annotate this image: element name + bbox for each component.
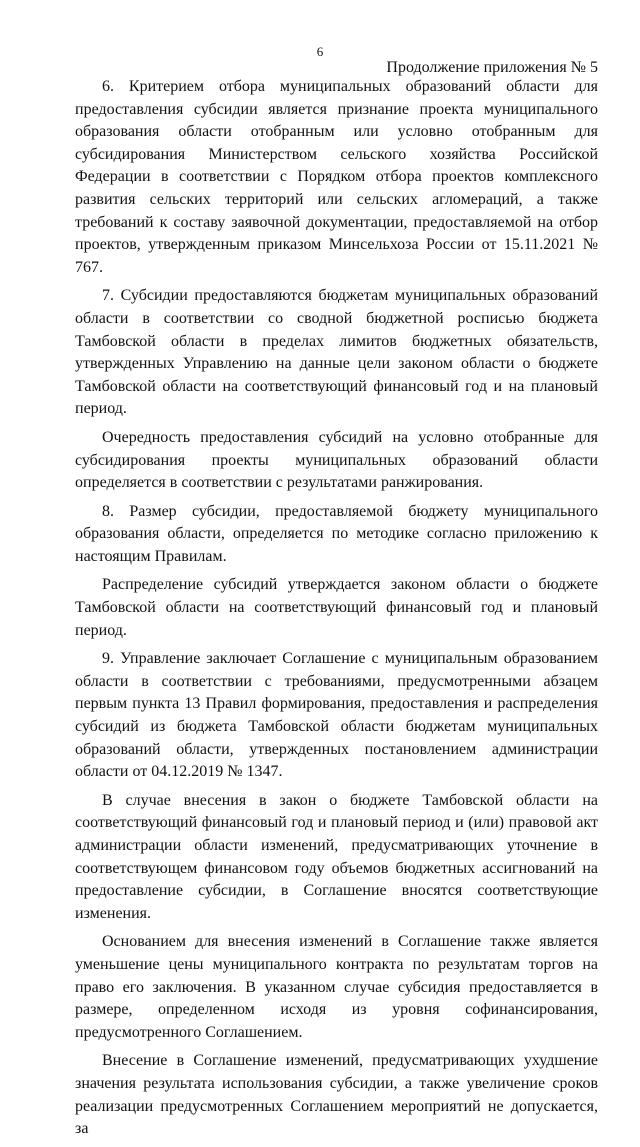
paragraph: 7. Субсидии предоставляются бюджетам муниципальных образований области в соответствии со сводной бюджетной росписью бюджета Тамбовской области в пределах лимитов бюджетных обязательств, утвержденных Управлению на данные цели законом области о бюджете Тамбовской области на соответствующий финансовый год и на плановый период. [75, 287, 598, 418]
page-number: 6 [316, 44, 324, 59]
paragraph: Очередность предоставления субсидий на условно отобранные для субсидирования проекты муниципальных образований области определяется в соответствии с результатами ранжирования. [75, 428, 598, 492]
appendix-continuation-label: Продолжение приложения № 5 [386, 59, 598, 76]
paragraph: 8. Размер субсидии, предоставляемой бюджету муниципального образования области, определяется по методике согласно приложению к настоящим Правилам. [75, 502, 598, 565]
paragraph: 9. Управление заключает Соглашение с муниципальным образованием области в соответствии с требованиями, предусмотренными абзацем первым пункта 13 Правил формирования, предоставления и распределения субсидий из бюджета Тамбовской области бюджетам муниципальных образований области, утвержденных постановлением администрации области от 04.12.2019 № 1347. [75, 650, 598, 781]
document-body [75, 76, 598, 1147]
paragraph: В случае внесения в закон о бюджете Тамбовской области на соответствующий финансовый год и плановый период и (или) правовой акт администрации области изменений, предусматривающих уточнение в соответствующем финансовом году объемов бюджетных ассигнований на предоставление субсидии, в Соглашение вносятся соответствующие изменения. [75, 791, 598, 922]
paragraph: Распределение субсидий утверждается законом области о бюджете Тамбовской области на соответствующий финансовый год и плановый период. [75, 576, 598, 639]
paragraph: Внесение в Соглашение изменений, предусматривающих ухудшение значения результата использования субсидии, а также увеличение сроков реализации предусмотренных Соглашением мероприятий не допускается, за [75, 1052, 598, 1138]
paragraph: 6. Критерием отбора муниципальных образований области для предоставления субсидии является признание проекта муниципального образования области отобранным или условно отобранным для субсидирования Министерством сельского хозяйства Российской Федерации в соответствии с Порядком отбора проектов комплексного развития сельских территорий или сельских агломераций, а также требований к составу заявочной документации, предоставляемой на отбор проектов, утвержденным приказом Минсельхоза России от 15.11.2021 № 767. [75, 78, 598, 276]
paragraph: Основанием для внесения изменений в Соглашение также является уменьшение цены муниципального контракта по результатам торгов на право его заключения. В указанном случае субсидия предоставляется в размере, определенном исходя из уровня софинансирования, предусмотренного Соглашением. [75, 933, 598, 1041]
